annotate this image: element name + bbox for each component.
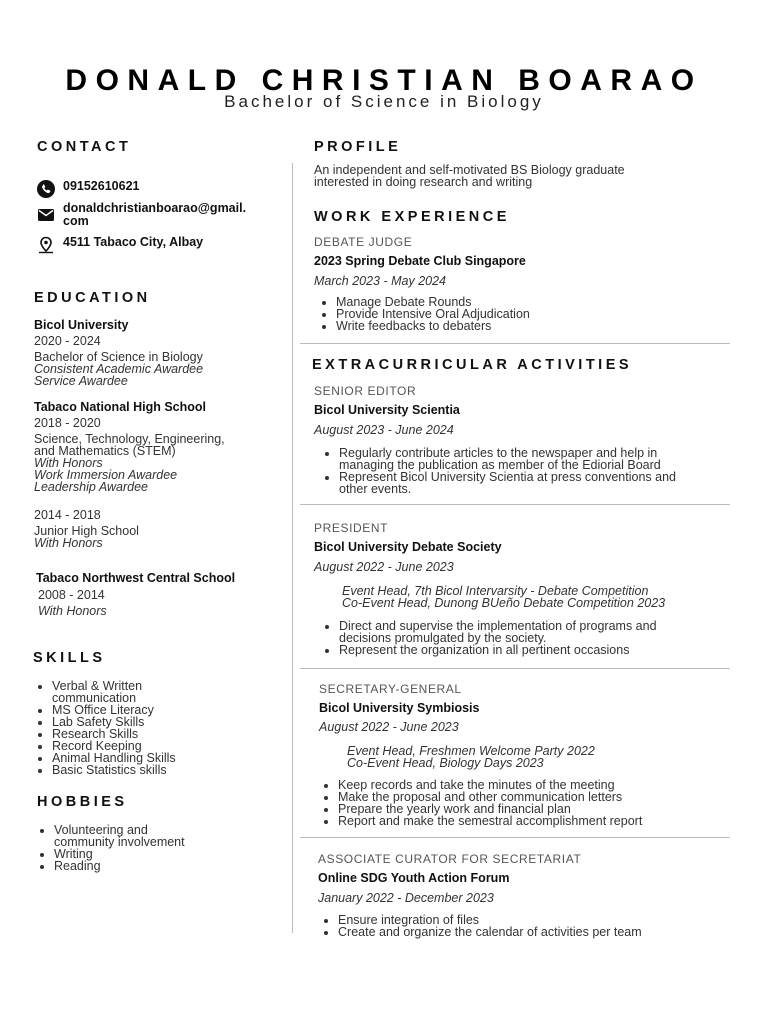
activity-bullet: • Ensure integration of files: [338, 914, 642, 926]
school-degree: Junior High School: [34, 524, 139, 538]
school-degree: and Mathematics (STEM): [34, 444, 176, 458]
activity-bullet: • Represent the organization in all pertinent occasions: [339, 644, 657, 656]
profile-line: An independent and self-motivated BS Biology graduate: [314, 163, 625, 177]
education-entry: [36, 571, 235, 617]
column-divider: [292, 163, 293, 933]
school-years: 2008 - 2014: [38, 588, 105, 602]
hobby-item: • Reading: [54, 860, 294, 872]
skills-heading: SKILLS: [33, 650, 106, 666]
activity-bullet-continued: decisions promulgated by the society.: [339, 631, 547, 645]
activity-note: Event Head, Freshmen Welcome Party 2022: [347, 744, 595, 758]
activity-org: Bicol University Symbiosis: [319, 701, 480, 715]
activity-org: Bicol University Debate Society: [314, 540, 502, 554]
hobbies-heading: HOBBIES: [37, 794, 128, 810]
work-bullet: • Provide Intensive Oral Adjudication: [336, 308, 530, 320]
activity-bullet: • Represent Bicol University Scientia at press conventions and: [339, 471, 676, 483]
school-award: With Honors: [38, 604, 107, 618]
activity-bullet: • Prepare the yearly work and financial plan: [338, 803, 642, 815]
skill-item-continued: communication: [52, 691, 137, 705]
school-years: 2018 - 2020: [34, 416, 101, 430]
school-award: With Honors: [34, 536, 103, 550]
activity-bullet: • Make the proposal and other communication letters: [338, 791, 642, 803]
activity-role: ASSOCIATE CURATOR FOR SECRETARIAT: [318, 852, 582, 866]
education-entry: [34, 318, 203, 387]
activity-note: Event Head, 7th Bicol Intervarsity - Debate Competition: [342, 584, 649, 598]
contact-heading: CONTACT: [37, 139, 132, 155]
extracurricular-heading: EXTRACURRICULAR ACTIVITIES: [312, 357, 633, 373]
school-award: Work Immersion Awardee: [34, 468, 178, 482]
hobby-item: • Writing: [54, 848, 294, 860]
activity-bullet: • Create and organize the calendar of activities per team: [338, 926, 642, 938]
school-degree: Science, Technology, Engineering,: [34, 432, 225, 446]
activity-role: PRESIDENT: [314, 521, 389, 535]
section-divider: [300, 504, 730, 505]
resume-name: DONALD CHRISTIAN BOARAO: [65, 64, 703, 97]
section-divider: [300, 343, 730, 344]
activity-bullet: • Keep records and take the minutes of the meeting: [338, 779, 642, 791]
phone-icon: [37, 180, 55, 198]
activity-role: SENIOR EDITOR: [314, 384, 417, 398]
activity-note: Co-Event Head, Dunong BUeño Debate Competition 2023: [342, 596, 666, 610]
skill-item: • Lab Safety Skills: [52, 716, 292, 728]
skill-item: • Record Keeping: [52, 740, 292, 752]
school-degree: Bachelor of Science in Biology: [34, 350, 203, 364]
activity-notes: [342, 585, 665, 609]
work-dates: March 2023 - May 2024: [314, 274, 447, 288]
school-years: 2014 - 2018: [34, 508, 101, 522]
skill-item: • Basic Statistics skills: [52, 764, 292, 776]
address-text: 4511 Tabaco City, Albay: [63, 235, 204, 249]
activity-dates: August 2022 - June 2023: [319, 720, 459, 734]
activity-note: Co-Event Head, Biology Days 2023: [347, 756, 544, 770]
school-years: 2020 - 2024: [34, 334, 101, 348]
education-heading: EDUCATION: [34, 290, 151, 306]
section-divider: [300, 668, 730, 669]
work-bullets: [314, 296, 530, 332]
activity-bullets: [317, 447, 676, 495]
activity-bullets: [316, 914, 642, 938]
email-icon: [37, 206, 55, 224]
location-pin-icon: [37, 236, 55, 254]
hobby-item: • Volunteering and: [54, 824, 294, 836]
work-bullet: • Manage Debate Rounds: [336, 296, 530, 308]
skill-item: • MS Office Literacy: [52, 704, 292, 716]
skill-item: • Research Skills: [52, 728, 292, 740]
activity-bullet-continued: other events.: [339, 482, 412, 496]
email-line-1: donaldchristianboarao@gmail.: [63, 201, 247, 215]
activity-bullet: • Report and make the semestral accomplishment report: [338, 815, 642, 827]
activity-org: Online SDG Youth Action Forum: [318, 871, 510, 885]
hobby-item-continued: community involvement: [54, 835, 185, 849]
activity-role: SECRETARY-GENERAL: [319, 682, 462, 696]
education-entry: [34, 509, 139, 549]
work-role: DEBATE JUDGE: [314, 235, 413, 249]
school-award: Consistent Academic Awardee: [34, 362, 204, 376]
activity-org: Bicol University Scientia: [314, 403, 460, 417]
email-text: [63, 202, 246, 228]
activity-notes: [347, 745, 595, 769]
school-award: Leadership Awardee: [34, 480, 148, 494]
hobbies-list: [32, 824, 294, 872]
phone-text: 09152610621: [63, 179, 140, 193]
work-bullet: • Write feedbacks to debaters: [336, 320, 530, 332]
activity-bullets: [316, 779, 642, 827]
profile-line: interested in doing research and writing: [314, 175, 533, 189]
activity-bullet: • Direct and supervise the implementation of programs and: [339, 620, 657, 632]
contact-address: [37, 236, 203, 254]
activity-bullets: [317, 620, 657, 656]
section-divider: [300, 837, 730, 838]
skill-item: • Verbal & Written: [52, 680, 292, 692]
skill-item: • Animal Handling Skills: [52, 752, 292, 764]
school-award: With Honors: [34, 456, 103, 470]
school-name: Tabaco National High School: [34, 400, 207, 414]
activity-dates: January 2022 - December 2023: [318, 891, 494, 905]
profile-heading: PROFILE: [314, 139, 402, 155]
activity-bullet: • Regularly contribute articles to the newspaper and help in: [339, 447, 676, 459]
work-heading: WORK EXPERIENCE: [314, 209, 510, 225]
profile-text: [314, 164, 734, 188]
email-line-2: com: [63, 214, 89, 228]
school-award: Service Awardee: [34, 374, 128, 388]
activity-bullet-continued: managing the publication as member of the Ediorial Board: [339, 458, 661, 472]
education-entry: [34, 400, 225, 493]
resume-degree: Bachelor of Science in Biology: [224, 92, 544, 111]
school-name: Tabaco Northwest Central School: [36, 571, 236, 585]
skills-list: [30, 680, 292, 776]
work-org: 2023 Spring Debate Club Singapore: [314, 254, 526, 268]
contact-phone: [37, 180, 139, 198]
contact-email: [37, 202, 246, 228]
activity-dates: August 2022 - June 2023: [314, 560, 454, 574]
school-name: Bicol University: [34, 318, 129, 332]
activity-dates: August 2023 - June 2024: [314, 423, 454, 437]
